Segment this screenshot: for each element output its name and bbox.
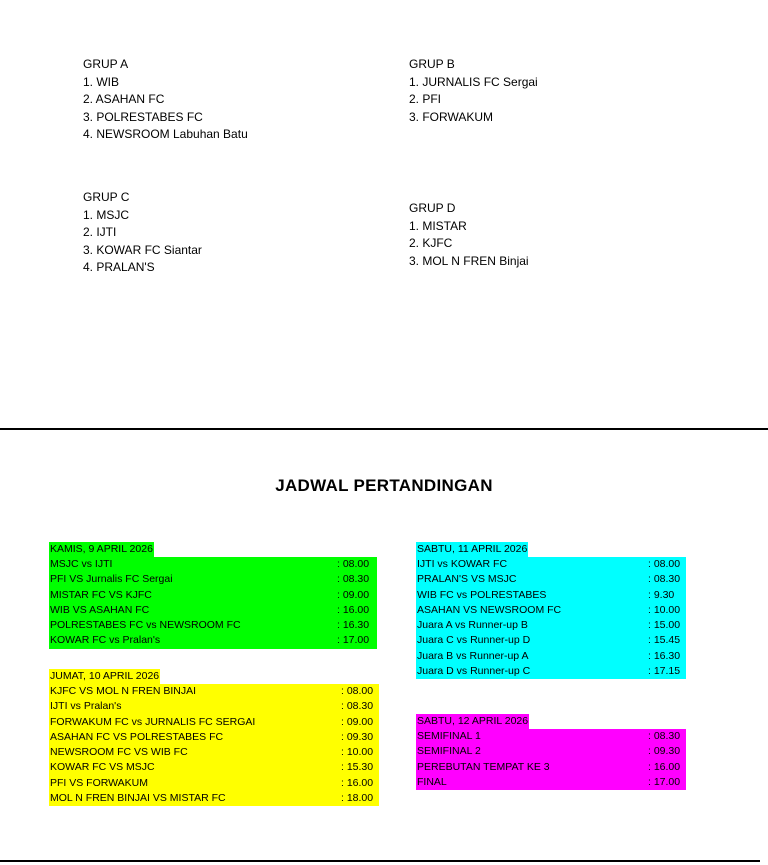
- match-label: ASAHAN FC VS POLRESTABES FC: [50, 730, 224, 743]
- match-row: [49, 760, 379, 775]
- schedule-day-1: [49, 539, 377, 649]
- match-time: : 10.00: [648, 603, 681, 616]
- team-item: 1. MSJC: [83, 207, 130, 222]
- match-label: PEREBUTAN TEMPAT KE 3: [417, 760, 550, 773]
- match-time: : 16.30: [337, 619, 370, 632]
- match-label: POLRESTABES FC vs NEWSROOM FC: [50, 619, 241, 632]
- match-row: [49, 603, 377, 618]
- match-time: : 16.00: [648, 760, 681, 773]
- match-label: PFI VS FORWAKUM: [50, 776, 149, 789]
- match-label: Juara C vs Runner-up D: [417, 634, 531, 647]
- match-time: : 08.00: [337, 558, 370, 570]
- schedule-day-2: [49, 666, 379, 806]
- match-label: MOL N FREN BINJAI VS MISTAR FC: [50, 792, 226, 805]
- match-row: [49, 588, 377, 603]
- match-label: WIB FC vs POLRESTABES: [417, 588, 547, 601]
- team-item: 3. POLRESTABES FC: [83, 109, 203, 124]
- match-time: : 09.00: [337, 588, 370, 601]
- match-label: Juara D vs Runner-up C: [417, 665, 531, 678]
- match-row: [49, 618, 377, 633]
- match-row: [416, 775, 686, 790]
- team-item: 1. WIB: [83, 74, 120, 89]
- match-time: : 09.00: [341, 715, 374, 728]
- team-item: 3. FORWAKUM: [409, 109, 494, 124]
- match-time: : 09.30: [648, 745, 681, 758]
- match-label: KOWAR FC VS MSJC: [50, 761, 155, 774]
- group-b: [409, 56, 538, 126]
- match-row: [416, 588, 686, 603]
- group-title: GRUP C: [83, 190, 130, 204]
- match-time: : 16.30: [648, 649, 681, 662]
- group-c: [83, 189, 202, 277]
- match-label: KJFC VS MOL N FREN BINJAI: [50, 685, 197, 697]
- match-row: [416, 557, 686, 572]
- match-row: [49, 684, 379, 699]
- match-row: [49, 776, 379, 791]
- match-row: [416, 618, 686, 633]
- match-row: [49, 745, 379, 760]
- group-a: [83, 56, 248, 144]
- team-item: 3. MOL N FREN Binjai: [409, 253, 529, 268]
- day-date: SABTU, 12 APRIL 2026: [417, 715, 529, 727]
- match-row: [416, 664, 686, 679]
- match-row: [416, 649, 686, 664]
- team-item: 4. PRALAN'S: [83, 260, 155, 274]
- group-d: [409, 200, 529, 270]
- match-time: : 17.15: [648, 665, 681, 678]
- match-label: FORWAKUM FC vs JURNALIS FC SERGAI: [50, 715, 256, 728]
- match-time: : 08.00: [648, 558, 681, 570]
- day-date: KAMIS, 9 APRIL 2026: [50, 543, 153, 555]
- team-item: 2. ASAHAN FC: [83, 92, 165, 106]
- match-label: SEMIFINAL 1: [417, 730, 481, 742]
- match-label: IJTI vs KOWAR FC: [417, 558, 508, 570]
- match-time: : 17.00: [648, 775, 681, 788]
- match-row: [416, 744, 686, 759]
- group-title: GRUP D: [409, 201, 456, 215]
- match-label: NEWSROOM FC VS WIB FC: [50, 746, 188, 759]
- schedule-day-3: [416, 539, 686, 679]
- match-label: Juara A vs Runner-up B: [417, 619, 528, 632]
- match-time: : 08.00: [341, 685, 374, 697]
- match-time: : 15.00: [648, 619, 681, 632]
- match-row: [49, 715, 379, 730]
- match-row: [49, 633, 377, 648]
- match-label: PFI VS Jurnalis FC Sergai: [50, 573, 173, 586]
- match-time: : 15.45: [648, 634, 681, 647]
- match-label: MISTAR FC VS KJFC: [50, 588, 152, 601]
- team-item: 3. KOWAR FC Siantar: [83, 242, 202, 257]
- team-item: 2. PFI: [409, 92, 442, 106]
- match-time: : 16.00: [337, 603, 370, 616]
- divider-bottom: [0, 860, 760, 862]
- match-row: [416, 633, 686, 648]
- schedule-title: JADWAL PERTANDINGAN: [275, 476, 493, 495]
- match-label: KOWAR FC vs Pralan's: [50, 634, 161, 647]
- match-time: : 10.00: [341, 746, 374, 759]
- divider-top: [0, 428, 768, 430]
- match-label: PRALAN'S VS MSJC: [417, 573, 517, 586]
- match-label: FINAL: [417, 775, 447, 788]
- match-label: Juara B vs Runner-up A: [417, 649, 529, 662]
- team-item: 1. JURNALIS FC Sergai: [409, 74, 538, 89]
- team-item: 4. NEWSROOM Labuhan Batu: [83, 127, 248, 141]
- match-label: WIB VS ASAHAN FC: [50, 603, 150, 616]
- match-label: SEMIFINAL 2: [417, 745, 481, 758]
- day-date: JUMAT, 10 APRIL 2026: [50, 670, 160, 682]
- day-date: SABTU, 11 APRIL 2026: [417, 543, 528, 555]
- match-row: [49, 791, 379, 806]
- match-time: : 08.30: [648, 573, 681, 586]
- match-row: [416, 729, 686, 744]
- match-time: : 08.30: [341, 700, 374, 713]
- match-row: [49, 730, 379, 745]
- match-row: [49, 557, 377, 572]
- match-row: [49, 699, 379, 714]
- team-item: 1. MISTAR: [409, 218, 467, 233]
- match-time: : 16.00: [341, 776, 374, 789]
- match-time: : 09.30: [341, 730, 374, 743]
- group-title: GRUP A: [83, 57, 129, 71]
- match-time: : 18.00: [341, 792, 374, 805]
- match-time: : 08.30: [337, 573, 370, 586]
- match-label: ASAHAN VS NEWSROOM FC: [417, 603, 562, 616]
- team-item: 2. KJFC: [409, 236, 453, 250]
- match-row: [416, 603, 686, 618]
- match-time: : 9.30: [648, 588, 675, 601]
- match-time: : 15.30: [341, 761, 374, 774]
- match-time: : 08.30: [648, 730, 681, 742]
- match-label: IJTI vs Pralan's: [50, 700, 122, 713]
- group-title: GRUP B: [409, 57, 455, 71]
- match-row: [416, 760, 686, 775]
- match-row: [49, 572, 377, 587]
- match-row: [416, 572, 686, 587]
- match-label: MSJC vs IJTI: [50, 558, 113, 570]
- team-item: 2. IJTI: [83, 225, 117, 239]
- schedule-day-4: [416, 711, 686, 790]
- match-time: : 17.00: [337, 634, 370, 647]
